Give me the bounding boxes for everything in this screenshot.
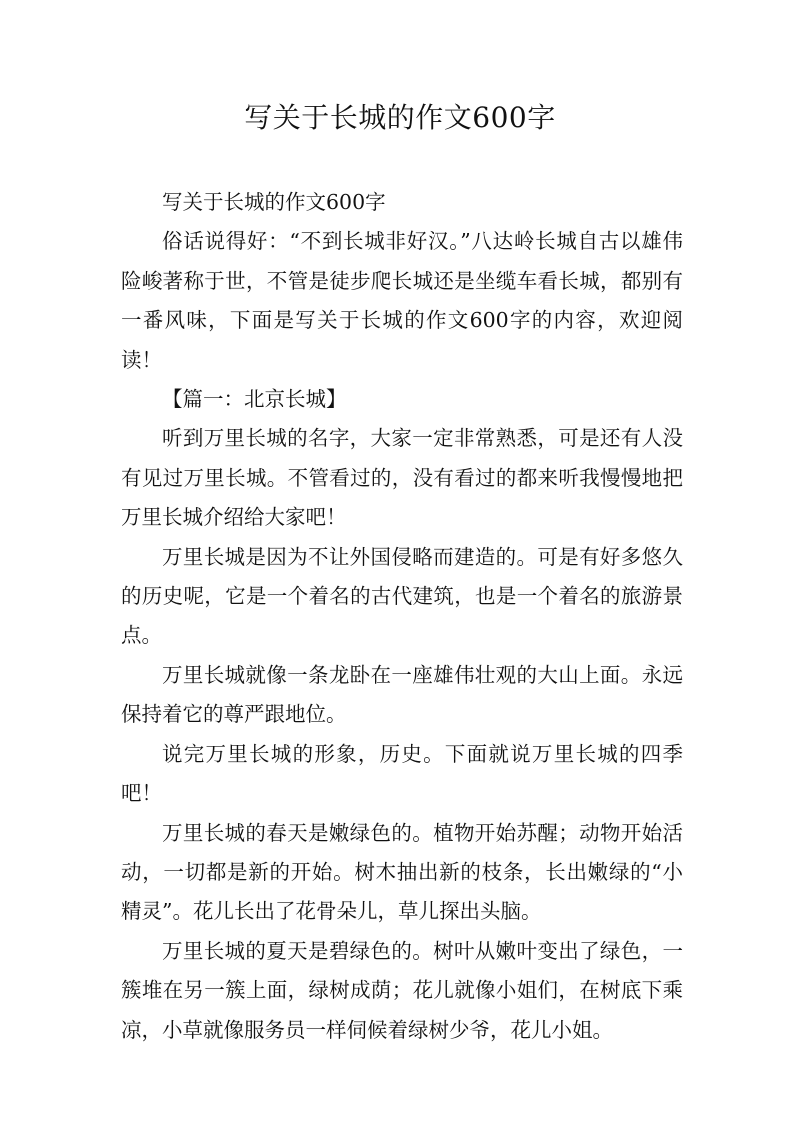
- paragraph: 万里长城的夏天是碧绿色的。树叶从嫩叶变出了绿色，一簇堆在另一簇上面，绿树成荫；花儿就像小姐们，在树底下乘凉，小草就像服务员一样伺候着绿树少爷，花儿小姐。: [121, 938, 683, 1042]
- section-heading: 【篇一：北京长城】: [162, 387, 347, 412]
- document-body: [121, 183, 683, 1050]
- paragraph-intro: 俗话说得好：“不到长城非好汉。”八达岭长城自古以雄伟险峻著称于世，不管是徒步爬长城还是坐缆车看长城，都别有一番风味，下面是写关于长城的作文600字的内容，欢迎阅读！: [121, 229, 683, 372]
- paragraph: 万里长城是因为不让外国侵略而建造的。可是有好多悠久的历史呢，它是一个着名的古代建筑，也是一个着名的旅游景点。: [121, 544, 683, 648]
- paragraph: 万里长城的春天是嫩绿色的。植物开始苏醒；动物开始活动，一切都是新的开始。树木抽出新的枝条，长出嫩绿的“小精灵”。花儿长出了花骨朵儿，草儿探出头脑。: [121, 820, 683, 924]
- paragraph: 听到万里长城的名字，大家一定非常熟悉，可是还有人没有见过万里长城。不管看过的，没有看过的都来听我慢慢地把万里长城介绍给大家吧！: [121, 426, 683, 530]
- document-title: 写关于长城的作文600字: [244, 101, 556, 134]
- paragraph: 万里长城就像一条龙卧在一座雄伟壮观的大山上面。永远保持着它的尊严跟地位。: [121, 662, 683, 727]
- paragraph-subtitle: 写关于长城的作文600字: [162, 190, 386, 214]
- paragraph: 说完万里长城的形象，历史。下面就说万里长城的四季吧！: [121, 741, 683, 806]
